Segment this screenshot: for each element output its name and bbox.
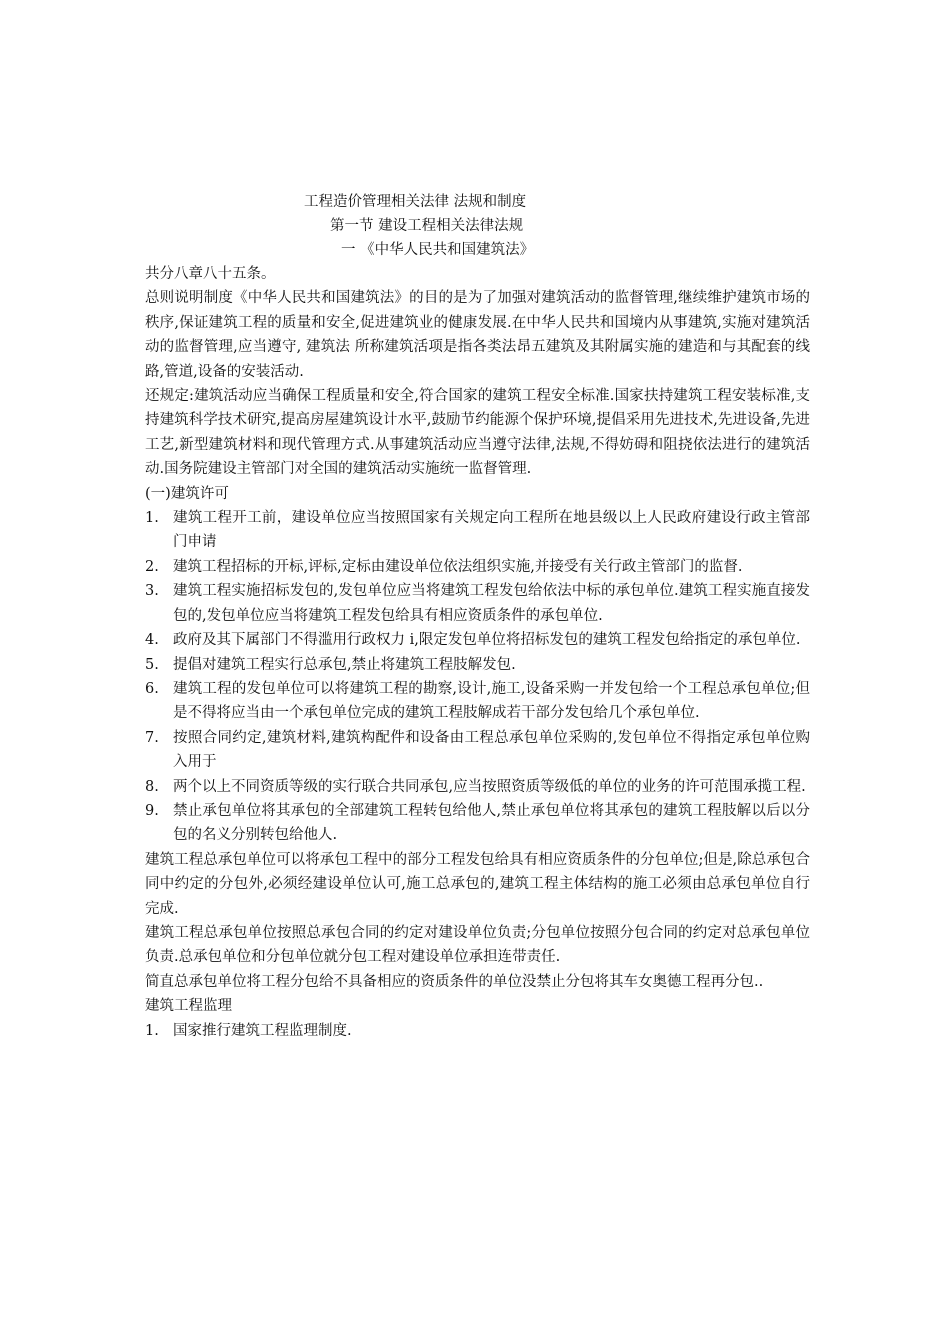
list-number: 2. (145, 558, 159, 575)
law-title: 一 《中华人民共和国建筑法》 (341, 242, 535, 258)
list-number: 5. (145, 656, 159, 673)
list-number: 9. (145, 802, 159, 819)
list-item (145, 726, 810, 775)
subcontract-paragraph-3: 简直总承包单位将工程分包给不具备相应的资质条件的单位没禁止分包将其车女奥德工程再分包.. (145, 973, 764, 990)
document-body (145, 262, 810, 1043)
list-number: 6. (145, 680, 159, 697)
list-number: 4. (145, 632, 159, 649)
list-item (145, 628, 810, 652)
list-item (145, 775, 810, 799)
list-number: 3. (145, 583, 159, 600)
section-title: 第一节 建设工程相关法律法规 (330, 218, 524, 234)
list-item-text: 提倡对建筑工程实行总承包,禁止将建筑工程肢解发包. (173, 656, 516, 673)
list-item-text: 两个以上不同资质等级的实行联合共同承包,应当按照资质等级低的单位的业务的许可范围承揽工程. (173, 778, 806, 795)
list-number: 8. (145, 778, 159, 795)
list-item-text: 政府及其下属部门不得滥用行政权力 i,限定发包单位将招标发包的建筑工程发包给指定的承包单位. (173, 632, 801, 649)
list-item-text: 建筑工程实施招标发包的,发包单位应当将建筑工程发包给依法中标的承包单位.建筑工程实施直接发包的,发包单位应当将建筑工程发包给具有相应资质条件的承包单位. (173, 583, 810, 624)
intro-paragraph-3: 还规定:建筑活动应当确保工程质量和安全,符合国家的建筑工程安全标准.国家扶持建筑工程安装标准,支持建筑科学技术研究,提高房屋建筑设计水平,鼓励节约能源个保护环境,提倡采用先进技术,先进设备,先进工艺,新型建筑材料和现代管理方式.从事建筑活动应当遵守法律,法规,不得妨碍和阻挠依法进行的建筑活动.国务院建设主管部门对全国的建筑活动实施统一监督管理. (145, 388, 810, 478)
list-item-text: 按照合同约定,建筑材料,建筑构配件和设备由工程总承包单位采购的,发包单位不得指定承包单位购入用于 (173, 729, 810, 771)
supervision-list (145, 1019, 810, 1043)
intro-paragraph-2: 总则说明制度《中华人民共和国建筑法》的目的是为了加强对建筑活动的监督管理,继续维护建筑市场的秩序,保证建筑工程的质量和安全,促进建筑业的健康发展.在中华人民共和国境内从事建筑,实施对建筑活动的监督管理,应当遵守, 建筑法 所称建筑活项是指各类法昂五建筑及其附属实施的建造和与其配套的线路,管道,设备的安装活动. (145, 290, 810, 380)
subcontract-paragraph-2: 建筑工程总承包单位按照总承包合同的约定对建设单位负责;分包单位按照分包合同的约定对总承包单位负责.总承包单位和分包单位就分包工程对建设单位承担连带责任. (145, 924, 810, 966)
list-item-text: 建筑工程招标的开标,评标,定标由建设单位依法组织实施,并接受有关行政主管部门的监督. (173, 558, 743, 575)
list-item (145, 653, 810, 677)
list-number: 1. (145, 510, 159, 527)
list-item (145, 799, 810, 848)
subcontract-paragraph-1: 建筑工程总承包单位可以将承包工程中的部分工程发包给具有相应资质条件的分包单位;但是,除总承包合同中约定的分包外,必须经建设单位认可,施工总承包的,建筑工程主体结构的施工必须由总承包单位自行完成. (145, 851, 810, 917)
list-item (145, 506, 810, 555)
list-item-text: 国家推行建筑工程监理制度. (173, 1022, 352, 1039)
permit-heading: (一)建筑许可 (145, 485, 229, 502)
list-item (145, 579, 810, 628)
list-item-text: 建筑工程的发包单位可以将建筑工程的勘察,设计,施工,设备采购一并发包给一个工程总承包单位;但是不得将应当由一个承包单位完成的建筑工程肢解成若干部分发包给几个承包单位. (173, 680, 810, 722)
list-item (145, 555, 810, 579)
list-item-text: 禁止承包单位将其承包的全部建筑工程转包给他人,禁止承包单位将其承包的建筑工程肢解以后以分包的名义分别转包给他人. (173, 802, 810, 844)
list-number: 7. (145, 729, 159, 746)
supervision-heading: 建筑工程监理 (145, 998, 232, 1015)
intro-paragraph-1: 共分八章八十五条。 (145, 266, 276, 282)
list-item (145, 677, 810, 726)
list-number: 1. (145, 1022, 159, 1039)
document-title: 工程造价管理相关法律 法规和制度 (304, 194, 527, 210)
permit-list (145, 506, 810, 848)
list-item (145, 1019, 810, 1043)
list-item-text: 建筑工程开工前，建设单位应当按照国家有关规定向工程所在地县级以上人民政府建设行政主管部门申请 (173, 510, 810, 551)
